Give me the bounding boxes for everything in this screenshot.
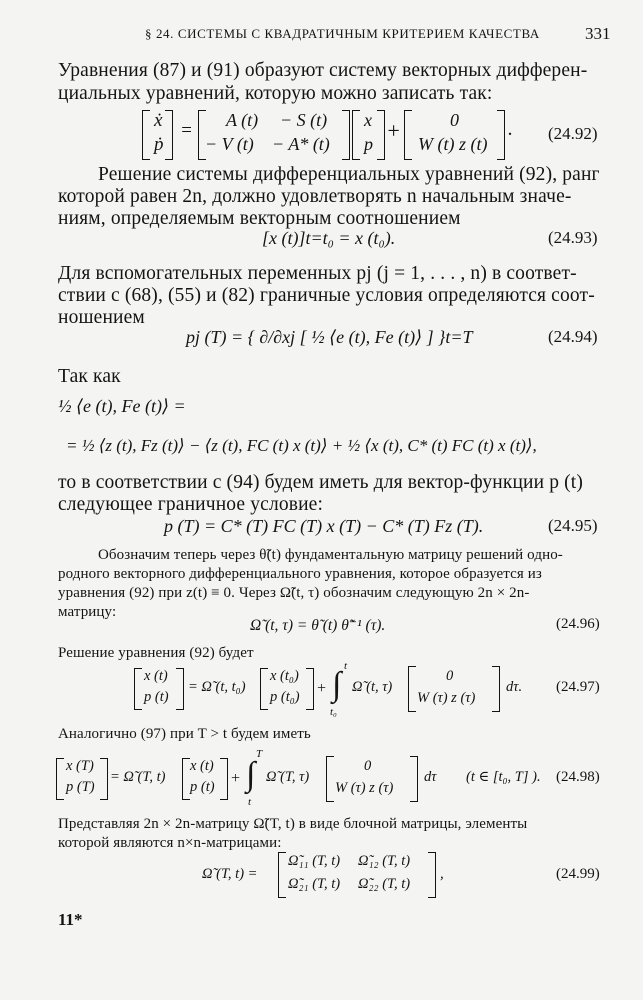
para9-line2: которой являются n×n-матрицами: bbox=[58, 835, 282, 851]
para2-line3: ниям, определяемым векторным соотношением bbox=[58, 208, 461, 229]
equation-label-24-92: (24.92) bbox=[548, 124, 598, 143]
para3-line1: Для вспомогательных переменных pj (j = 1, . . . , n) в соответ- bbox=[58, 263, 577, 284]
para9-line1: Представляя 2n × 2n-матрицу Ω̃(T, t) в виде блочной матрицы, элементы bbox=[58, 816, 528, 832]
para3-line2: ствии с (68), (55) и (82) граничные условия определяются соот- bbox=[58, 285, 595, 306]
para5-line1: то в соответствии с (94) будем иметь для вектор-функции p (t) bbox=[58, 472, 584, 493]
equation-label-24-98: (24.98) bbox=[556, 769, 600, 785]
para6-line3: уравнения (92) при z(t) ≡ 0. Через Ω̃(t, τ) обозначим следующую 2n × 2n- bbox=[58, 585, 530, 601]
signature-mark: 11* bbox=[58, 910, 83, 929]
equation-24-94: pj (T) = { ∂/∂xj [ ½ ⟨e (t), Fe (t)⟩ ] }t=T bbox=[186, 327, 473, 347]
para6-line1: Обозначим теперь через θ̃(t) фундаментальную матрицу решений одно- bbox=[98, 547, 563, 563]
equation-24-96: Ω̃ (t, τ) = θ̃ (t) θ̃⁻¹ (τ). bbox=[250, 617, 386, 634]
para2-line2: которой равен 2n, должно удовлетворять n начальным значе- bbox=[58, 186, 572, 207]
para6-line4: матрицу: bbox=[58, 604, 117, 620]
equation-24-93: [x (t)]t=t₀ = x (t₀). bbox=[262, 228, 396, 248]
para1-line2: циальных уравнений, которую можно записать так: bbox=[58, 83, 493, 104]
equation-label-24-95: (24.95) bbox=[548, 516, 598, 535]
para2-line1: Решение системы дифференциальных уравнений (92), ранг bbox=[98, 164, 600, 185]
para5-line2: следующее граничное условие: bbox=[58, 494, 324, 515]
equation-label-24-99: (24.99) bbox=[556, 866, 600, 882]
equation-energy-lhs: ½ ⟨e (t), Fe (t)⟩ = bbox=[58, 396, 186, 416]
running-head: § 24. СИСТЕМЫ С КВАДРАТИЧНЫМ КРИТЕРИЕМ КАЧЕСТВА bbox=[145, 26, 540, 41]
book-page: § 24. СИСТЕМЫ С КВАДРАТИЧНЫМ КРИТЕРИЕМ КАЧЕСТВА 331 Уравнения (87) и (91) образуют систему векторных дифферен- циальных уравнений, которую можно записать так: ẋ ṗ = A (t) − S (t) − V (t) − A* (t) x p + 0 W (t) z (t) . (24.92) Решение системы дифференциальных уравнений (92), ранг которой равен 2n, должно удовлетворять n начальным значе- ниям, определяемым векторным соотношением [x (t)]t=t₀ = x (t₀). (24.93) Для вспомогательных переменных pj (j = 1, . . . , n) в соответ- ствии с (68), (55) и (82) граничные условия определяются соот- ношением pj (T) = { ∂/∂xj [ ½ ⟨e (t), Fe (t)⟩ ] }t=T (24.94) Так как ½ ⟨e (t), Fe (t)⟩ = = ½ ⟨z (t), Fz (t)⟩ − ⟨z (t), FC (t) x (t)⟩ + ½ ⟨x (t), C* (t) FC (t) x (t)⟩, то в соответствии с (94) будем иметь для вектор-функции p (t) следующее граничное условие: p (T) = C* (T) FC (T) x (T) − C* (T) Fz (T). (24.95) Обозначим теперь через θ̃(t) фундаментальную матрицу решений одно- родного векторного дифференциального уравнения, которое образуется из уравнения (92) при z(t) ≡ 0. Через Ω̃(t, τ) обозначим следующую 2n × 2n- матрицу: Ω̃ (t, τ) = θ̃ (t) θ̃⁻¹ (τ). (24.96) Решение уравнения (92) будет x (t) p (t) = Ω̃ (t, t₀) x (t₀) p (t₀) + t ∫ t₀ Ω̃ (t, τ) 0 W (τ) z (τ) dτ. (24.97) Аналогично (97) при T > t будем иметь x (T) p (T) = Ω̃ (T, t) x (t) p (t) + T ∫ t Ω̃ (T, τ) 0 W (τ) z (τ) dτ (t ∈ [t₀, T] ). (24.98) Представляя 2n × 2n-матрицу Ω̃(T, t) в виде блочной матрицы, элементы которой являются n×n-матрицами: Ω̃ (T, t) = Ω̃₁₁ (T, t) Ω̃₁₂ (T, t) Ω̃₂₁ (T, t) Ω̃₂₂ (T, t) , (24.99) 11* bbox=[58, 24, 611, 929]
para1-line1: Уравнения (87) и (91) образуют систему векторных дифферен- bbox=[58, 60, 588, 81]
page-number: 331 bbox=[585, 24, 611, 43]
equation-label-24-93: (24.93) bbox=[548, 228, 598, 247]
equation-label-24-96: (24.96) bbox=[556, 616, 600, 632]
para3-line3: ношением bbox=[58, 307, 145, 328]
equation-label-24-94: (24.94) bbox=[548, 327, 598, 346]
equation-label-24-97: (24.97) bbox=[556, 679, 600, 695]
para6-line2: родного векторного дифференциального уравнения, которое образуется из bbox=[58, 566, 542, 582]
equation-energy-expansion: = ½ ⟨z (t), Fz (t)⟩ − ⟨z (t), FC (t) x (t)⟩ + ½ ⟨x (t), C* (t) FC (t) x (t)⟩, bbox=[66, 436, 537, 455]
para8-line1: Аналогично (97) при T > t будем иметь bbox=[58, 726, 311, 742]
equation-24-95: p (T) = C* (T) FC (T) x (T) − C* (T) Fz (T). bbox=[164, 516, 484, 536]
para4-line1: Так как bbox=[58, 366, 121, 387]
para7-line1: Решение уравнения (92) будет bbox=[58, 645, 254, 661]
